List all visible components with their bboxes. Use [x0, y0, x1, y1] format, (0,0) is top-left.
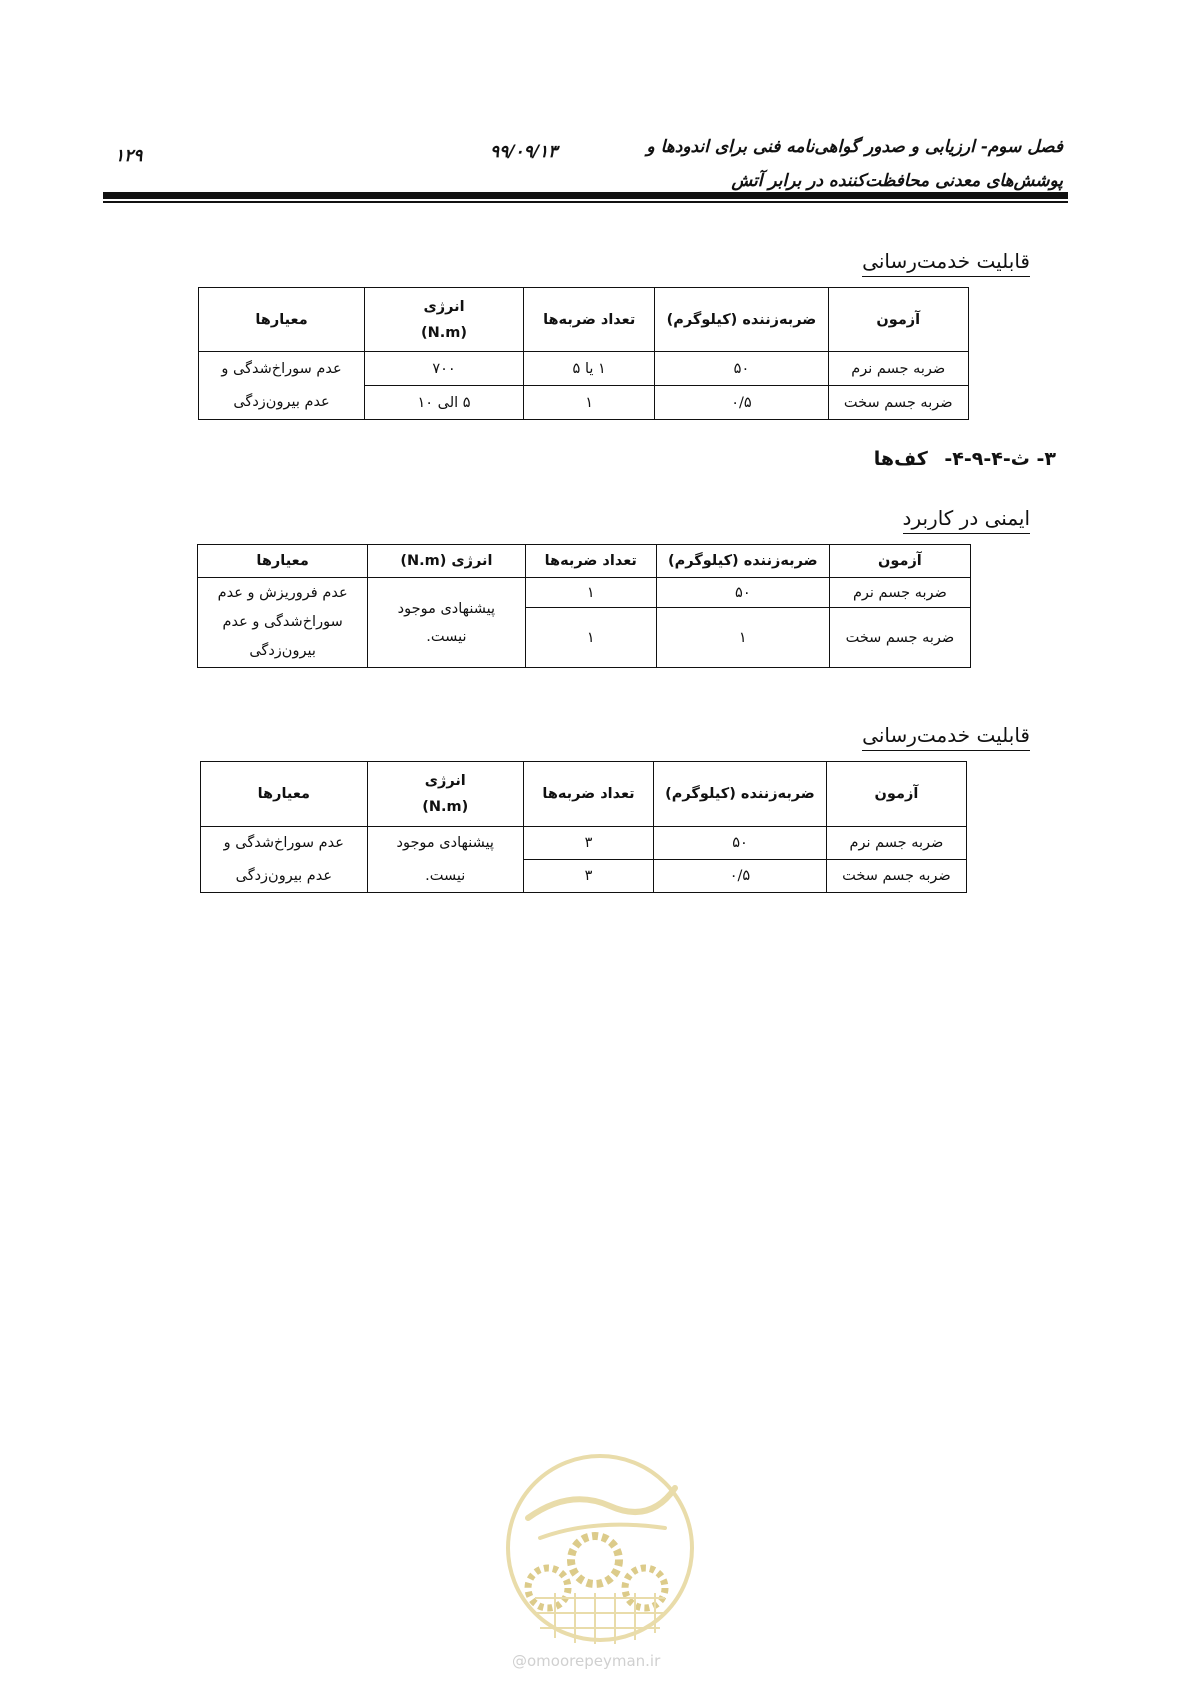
gear-icon — [625, 1568, 665, 1608]
cell-impact-count: ۱ یا ۵ — [523, 352, 654, 386]
header-cell-criteria: معیارها — [199, 288, 365, 352]
energy-line1: پیشنهادی موجود — [397, 600, 496, 617]
cell-impact-count: ۱ — [525, 608, 656, 668]
cell-impact-count: ۱ — [523, 386, 654, 420]
cell-energy-line2: نیست. — [367, 860, 523, 893]
header-cell-impactor: ضربه‌زننده (کیلوگرم) — [656, 545, 829, 578]
header-cell-energy — [367, 762, 523, 827]
header-cell-test: آزمون — [828, 288, 969, 352]
cell-impact-count: ۱ — [525, 578, 656, 608]
watermark-logo — [500, 1448, 700, 1648]
watermark-grid — [535, 1593, 665, 1644]
cell-impact-count: ۳ — [523, 860, 653, 893]
header-cell-impact-count: تعداد ضربه‌ها — [523, 288, 654, 352]
header-rule-thick — [103, 192, 1068, 199]
table-header-row — [198, 545, 971, 578]
table-header-row — [199, 288, 969, 352]
table-row — [198, 578, 971, 608]
section-heading — [874, 448, 1056, 470]
header-cell-criteria: معیارها — [198, 545, 368, 578]
header-date: ۹۹/۰۹/۱۳ — [490, 142, 558, 162]
cell-energy: ۵ الی ۱۰ — [365, 386, 524, 420]
cell-impactor: ۵۰ — [655, 352, 828, 386]
cell-criteria-line2: عدم بیرون‌زدگی — [199, 386, 365, 420]
header-cell-impact-count: تعداد ضربه‌ها — [523, 762, 653, 827]
cell-test: ضربه جسم نرم — [826, 827, 966, 860]
header-cell-impact-count: تعداد ضربه‌ها — [525, 545, 656, 578]
cell-energy-merged — [368, 578, 525, 668]
table-row — [201, 827, 967, 860]
chapter-title-line1: فصل سوم- ارزیابی و صدور گواهی‌نامه فنی برای اندودها و — [646, 137, 1063, 157]
cell-impactor: ۵۰ — [654, 827, 827, 860]
section3-caption: قابلیت خدمت‌رسانی — [862, 722, 1030, 751]
cell-impactor: ۱ — [656, 608, 829, 668]
header-cell-impactor: ضربه‌زننده (کیلوگرم) — [654, 762, 827, 827]
cell-criteria-line1: عدم سوراخ‌شدگی و — [199, 352, 365, 386]
table-row — [201, 860, 967, 893]
header-cell-impactor: ضربه‌زننده (کیلوگرم) — [655, 288, 828, 352]
safety-in-use-table — [197, 544, 971, 668]
header-rule-thin — [103, 201, 1068, 203]
cell-test: ضربه جسم نرم — [829, 578, 970, 608]
cell-impactor: ۵۰ — [656, 578, 829, 608]
page-number: ۱۲۹ — [115, 146, 143, 166]
section-title: کف‌ها — [873, 448, 928, 470]
chapter-title — [543, 130, 1063, 198]
header-energy-unit: (N.m) — [422, 799, 469, 815]
cell-test: ضربه جسم سخت — [826, 860, 966, 893]
header-cell-test: آزمون — [829, 545, 970, 578]
gear-icon — [571, 1536, 619, 1584]
section1-caption: قابلیت خدمت‌رسانی — [862, 248, 1030, 277]
watermark-script-underline — [540, 1525, 665, 1538]
header-energy-unit: (N.m) — [420, 324, 468, 341]
energy-line2: نیست. — [426, 628, 467, 645]
header-cell-criteria: معیارها — [201, 762, 368, 827]
gear-icon — [528, 1568, 568, 1608]
serviceability-table-1 — [198, 287, 969, 420]
header-cell-test: آزمون — [826, 762, 966, 827]
cell-impact-count: ۳ — [523, 827, 653, 860]
cell-test: ضربه جسم سخت — [829, 608, 970, 668]
watermark-script-stroke — [528, 1488, 675, 1518]
cell-impactor: ۰/۵ — [654, 860, 827, 893]
criteria-line2: سوراخ‌شدگی و عدم — [222, 614, 343, 630]
serviceability-table-2 — [200, 761, 967, 893]
cell-criteria-line1: عدم سوراخ‌شدگی و — [201, 827, 368, 860]
criteria-line1: عدم فروریزش و عدم — [217, 585, 348, 601]
criteria-line3: بیرون‌زدگی — [249, 643, 316, 659]
section-number: ۳- ث-۴-۹-۴- — [944, 448, 1056, 470]
cell-impactor: ۰/۵ — [655, 386, 828, 420]
cell-criteria-merged — [198, 578, 368, 668]
header-cell-energy: انرژی (N.m) — [368, 545, 525, 578]
cell-test: ضربه جسم سخت — [828, 386, 969, 420]
section2-caption: ایمنی در کاربرد — [903, 505, 1030, 534]
table-row — [199, 352, 969, 386]
chapter-title-line2: پوشش‌های معدنی محافظت‌کننده در برابر آتش — [731, 171, 1063, 191]
header-cell-energy — [365, 288, 524, 352]
table-header-row — [201, 762, 967, 827]
table-row — [199, 386, 969, 420]
cell-test: ضربه جسم نرم — [828, 352, 969, 386]
cell-energy: ۷۰۰ — [365, 352, 524, 386]
cell-criteria-line2: عدم بیرون‌زدگی — [201, 860, 368, 893]
cell-energy-line1: پیشنهادی موجود — [367, 827, 523, 860]
watermark-url: @omoorepeyman.ir — [512, 1652, 661, 1670]
header-energy-label: انرژی — [424, 773, 466, 789]
header-energy-label: انرژی — [423, 298, 465, 315]
